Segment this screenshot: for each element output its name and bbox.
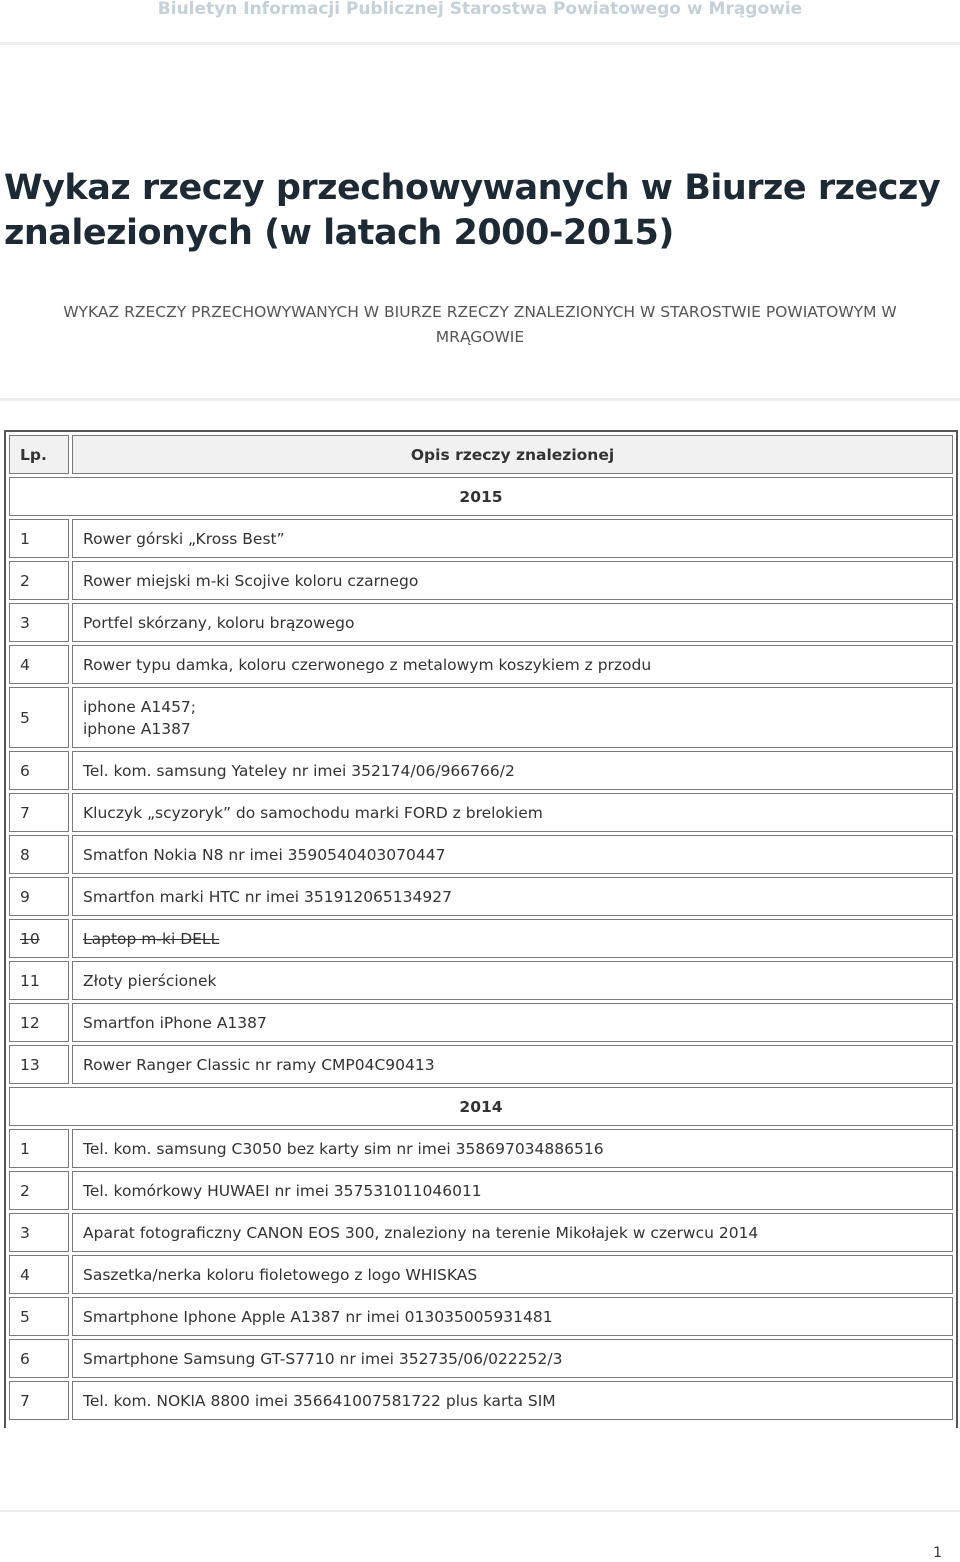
row-description: Rower górski „Kross Best” (72, 519, 953, 558)
table-row (9, 603, 953, 642)
page-subtitle (20, 300, 940, 350)
row-description-line-2: iphone A1387 (83, 719, 191, 738)
row-number: 9 (9, 877, 69, 916)
row-number: 10 (9, 919, 69, 958)
row-description (72, 687, 953, 748)
subtitle-line-1: WYKAZ RZECZY PRZECHOWYWANYCH W BIURZE RZECZY ZNALEZIONYCH W STAROSTWIE POWIATOWYM W (63, 303, 897, 321)
row-number: 3 (9, 603, 69, 642)
row-description: Tel. komórkowy HUWAEI nr imei 357531011046011 (72, 1171, 953, 1210)
row-description: Smatfon Nokia N8 nr imei 3590540403070447 (72, 835, 953, 874)
table-row (9, 645, 953, 684)
table-header-row (9, 435, 953, 474)
row-number: 13 (9, 1045, 69, 1084)
table-row (9, 519, 953, 558)
subtitle-line-2: MRĄGOWIE (435, 328, 525, 346)
table-row (9, 1045, 953, 1084)
table-row (9, 793, 953, 832)
table-row (9, 687, 953, 748)
row-number: 2 (9, 561, 69, 600)
row-description: Tel. kom. samsung Yateley nr imei 352174/06/966766/2 (72, 751, 953, 790)
row-description: Laptop m-ki DELL (72, 919, 953, 958)
column-header-description: Opis rzeczy znalezionej (72, 435, 953, 474)
row-description-line-1: iphone A1457; (83, 697, 197, 716)
footer-divider (0, 1510, 960, 1512)
row-number: 12 (9, 1003, 69, 1042)
row-description: Tel. kom. NOKIA 8800 imei 356641007581722 plus karta SIM (72, 1381, 953, 1420)
page-title-line-1: Wykaz rzeczy przechowywanych w Biurze rzeczy (4, 168, 941, 208)
row-number: 7 (9, 1381, 69, 1420)
found-items-table-container (4, 430, 958, 1428)
row-number: 3 (9, 1213, 69, 1252)
row-number: 5 (9, 1297, 69, 1336)
table-row (9, 1129, 953, 1168)
row-number: 4 (9, 1255, 69, 1294)
page-title-line-2: znalezionych (w latach 2000-2015) (4, 213, 674, 253)
year-row-2014 (9, 1087, 953, 1126)
page-number: 1 (933, 1545, 942, 1561)
site-title[interactable]: Biuletyn Informacji Publicznej Starostwa Powiatowego w Mrągowie (157, 0, 803, 19)
row-number: 2 (9, 1171, 69, 1210)
row-description: Smartfon iPhone A1387 (72, 1003, 953, 1042)
table-row (9, 1255, 953, 1294)
row-description: Smartphone Samsung GT-S7710 nr imei 352735/06/022252/3 (72, 1339, 953, 1378)
row-description: Aparat fotograficzny CANON EOS 300, znaleziony na terenie Mikołajek w czerwcu 2014 (72, 1213, 953, 1252)
row-description: Saszetka/nerka koloru fioletowego z logo WHISKAS (72, 1255, 953, 1294)
row-description: Smartfon marki HTC nr imei 351912065134927 (72, 877, 953, 916)
row-description: Tel. kom. samsung C3050 bez karty sim nr imei 358697034886516 (72, 1129, 953, 1168)
row-number: 1 (9, 519, 69, 558)
row-description: Portfel skórzany, koloru brązowego (72, 603, 953, 642)
row-number: 1 (9, 1129, 69, 1168)
year-label-2014: 2014 (9, 1087, 953, 1126)
table-row-struck (9, 919, 953, 958)
table-row (9, 835, 953, 874)
row-description: Smartphone Iphone Apple A1387 nr imei 013035005931481 (72, 1297, 953, 1336)
table-row (9, 1381, 953, 1420)
table-row (9, 1003, 953, 1042)
table-row (9, 751, 953, 790)
row-description: Rower Ranger Classic nr ramy CMP04C90413 (72, 1045, 953, 1084)
year-label-2015: 2015 (9, 477, 953, 516)
column-header-lp: Lp. (9, 435, 69, 474)
table-row (9, 877, 953, 916)
row-number: 7 (9, 793, 69, 832)
row-description: Złoty pierścionek (72, 961, 953, 1000)
row-description: Kluczyk „scyzoryk” do samochodu marki FORD z brelokiem (72, 793, 953, 832)
table-row (9, 1297, 953, 1336)
row-number: 4 (9, 645, 69, 684)
row-number: 6 (9, 1339, 69, 1378)
page-title (4, 166, 944, 256)
row-number: 6 (9, 751, 69, 790)
table-row (9, 561, 953, 600)
content-divider (0, 398, 960, 401)
year-row-2015 (9, 477, 953, 516)
row-number: 8 (9, 835, 69, 874)
table-row (9, 1171, 953, 1210)
table-row (9, 1339, 953, 1378)
site-header (0, 0, 960, 42)
row-description: Rower typu damka, koloru czerwonego z metalowym koszykiem z przodu (72, 645, 953, 684)
header-divider (0, 42, 960, 45)
found-items-table (6, 432, 956, 1423)
row-number: 5 (9, 687, 69, 748)
row-description: Rower miejski m-ki Scojive koloru czarnego (72, 561, 953, 600)
row-number: 11 (9, 961, 69, 1000)
table-row (9, 1213, 953, 1252)
table-row (9, 961, 953, 1000)
